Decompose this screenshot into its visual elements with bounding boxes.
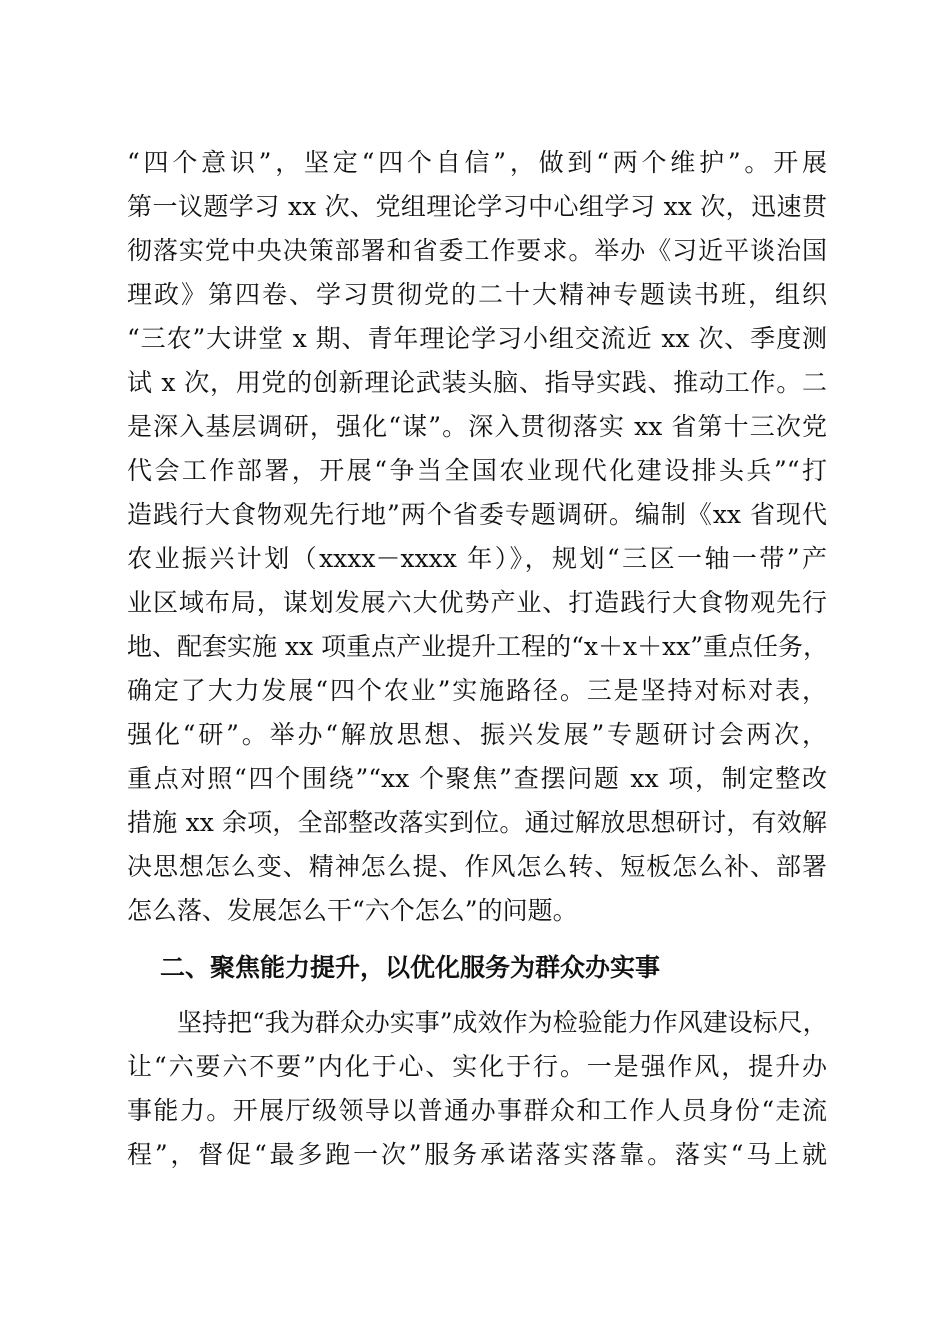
paragraph-line: 试 x 次，用党的创新理论武装头脑、指导实践、推动工作。二 bbox=[127, 368, 827, 397]
paragraph-line: 让“六要六不要”内化于心、实化于行。一是强作风，提升办 bbox=[127, 1052, 827, 1081]
paragraph-line: 是深入基层调研，强化“谋”。深入贯彻落实 xx 省第十三次党 bbox=[127, 412, 827, 441]
paragraph-line: 怎么落、发展怎么干“六个怎么”的问题。 bbox=[127, 896, 578, 925]
paragraph-line: 农业振兴计划（xxxx－xxxx 年）》，规划“三区一轴一带”产 bbox=[127, 544, 827, 573]
paragraph-line: 程”，督促“最多跑一次”服务承诺落实落靠。落实“马上就 bbox=[127, 1140, 827, 1169]
paragraph-line: 决思想怎么变、精神怎么提、作风怎么转、短板怎么补、部署 bbox=[127, 852, 827, 881]
paragraph-line: 坚持把“我为群众办实事”成效作为检验能力作风建设标尺， bbox=[177, 1008, 828, 1037]
paragraph-line: “四个意识”，坚定“四个自信”，做到“两个维护”。开展 bbox=[127, 148, 827, 177]
paragraph-line: 地、配套实施 xx 项重点产业提升工程的“x＋x＋xx”重点任务， bbox=[127, 632, 829, 661]
paragraph-line: 造践行大食物观先行地”两个省委专题调研。编制《xx 省现代 bbox=[127, 500, 827, 529]
paragraph-line: 彻落实党中央决策部署和省委工作要求。举办《习近平谈治国 bbox=[127, 236, 827, 265]
paragraph-line: 确定了大力发展“四个农业”实施路径。三是坚持对标对表， bbox=[127, 676, 827, 705]
paragraph-line: 措施 xx 余项，全部整改落实到位。通过解放思想研讨，有效解 bbox=[127, 808, 827, 837]
paragraph-line: 强化“研”。举办“解放思想、振兴发展”专题研讨会两次， bbox=[127, 720, 827, 749]
paragraph-line: 事能力。开展厅级领导以普通办事群众和工作人员身份“走流 bbox=[127, 1096, 827, 1125]
paragraph-line: 代会工作部署，开展“争当全国农业现代化建设排头兵”“打 bbox=[127, 456, 827, 485]
paragraph-line: 理政》第四卷、学习贯彻党的二十大精神专题读书班，组织 bbox=[127, 280, 827, 309]
paragraph-line: 第一议题学习 xx 次、党组理论学习中心组学习 xx 次，迅速贯 bbox=[127, 192, 827, 221]
paragraph-line: 重点对照“四个围绕”“xx 个聚焦”查摆问题 xx 项，制定整改 bbox=[127, 764, 827, 793]
section-heading: 二、聚焦能力提升，以优化服务为群众办实事 bbox=[160, 953, 661, 982]
paragraph-line: 业区域布局，谋划发展六大优势产业、打造践行大食物观先行 bbox=[127, 588, 827, 617]
paragraph-line: “三农”大讲堂 x 期、青年理论学习小组交流近 xx 次、季度测 bbox=[127, 324, 827, 353]
